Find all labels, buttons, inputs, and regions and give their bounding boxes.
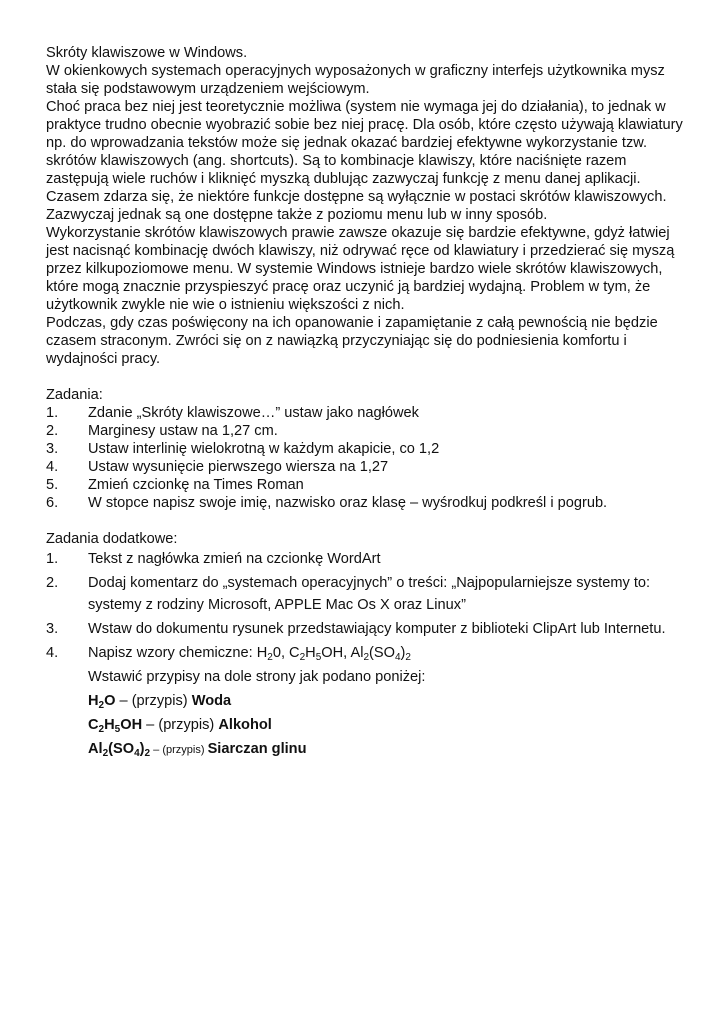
list-number: 4.	[46, 459, 59, 475]
list-item	[46, 476, 685, 494]
list-text: Wstaw do dokumentu rysunek przedstawiający komputer z biblioteki ClipArt lub Internetu.	[88, 621, 666, 637]
list-item	[46, 642, 685, 664]
list-number: 1.	[46, 551, 59, 567]
list-item	[46, 618, 685, 640]
list-text: Tekst z nagłówka zmień na czcionkę WordArt	[88, 551, 381, 567]
list-text: W stopce napisz swoje imię, nazwisko oraz klasę – wyśrodkuj podkreśl i pogrub.	[88, 495, 608, 511]
tasks-heading: Zadania:	[46, 387, 103, 403]
spacer	[46, 512, 685, 530]
list-number: 1.	[46, 405, 59, 421]
paragraph-keyboard: Choć praca bez niej jest teoretycznie możliwa (system nie wymaga jej do działania), to jednak w praktyce trudno obecnie wyobrazić sobie bez niej pracę. Dla osób, które często używają klawiatury np. do wprowadzania tekstów może się jednak okazać bardziej efektywne wykorzystanie tzw. skrótów klawiszowych (ang. shortcuts). Są to kombinacje klawiszy, które naciśnięte razem zastępują wiele ruchów i kliknięć myszką dublując zazwyczaj funkcję z menu danej aplikacji. Czasem zdarza się, że niektóre funkcje dostępne są wyłącznie w postaci skrótów klawiszowych. Zazwyczaj jednak są one dostępne także z poziomu menu lub w inny sposób.	[46, 99, 683, 223]
paragraph-intro: W okienkowych systemach operacyjnych wyposażonych w graficzny interfejs użytkownika mysz stała się podstawowym urządzeniem wejściowym.	[46, 63, 665, 97]
list-text: Zmień czcionkę na Times Roman	[88, 477, 304, 493]
list-number: 3.	[46, 621, 59, 637]
footnote-intro: Wstawić przypisy na dole strony jak podano poniżej:	[88, 669, 426, 685]
document-title: Skróty klawiszowe w Windows.	[46, 45, 248, 61]
chemical-formulas-text: Napisz wzory chemiczne: $H_20$, $C_2H_5OH$, $Al_2(SO_4)_2$	[88, 645, 411, 663]
list-number: 4.	[46, 645, 59, 661]
footnote-example-aluminium-sulfate: $Al_2(SO_4)_2$ – (przypis) Siarczan glinu	[88, 741, 307, 759]
list-item	[46, 572, 685, 616]
list-item	[46, 422, 685, 440]
list-number: 5.	[46, 477, 59, 493]
extra-tasks-heading: Zadania dodatkowe:	[46, 531, 178, 547]
paragraph-shortcuts: Wykorzystanie skrótów klawiszowych prawie zawsze okazuje się bardzie efektywne, gdyż łatwiej jest nacisnąć kombinację dwóch klawiszy, niż odrywać ręce od klawiatury i przedzierać się myszą przez kilkupoziomowe menu. W systemie Windows istnieje bardzo wiele skrótów klawiszowych, które mogą znacznie przyspieszyć pracę oraz uczynić ją bardziej wydajną. Problem w tym, że użytkownik zwykle nie wie o istnieniu większości z nich.	[46, 225, 675, 313]
extra-tasks-list	[46, 548, 685, 664]
tasks-list	[46, 404, 685, 512]
list-text: Ustaw wysunięcie pierwszego wiersza na 1,27	[88, 459, 389, 475]
list-text: Zdanie „Skróty klawiszowe…” ustaw jako nagłówek	[88, 405, 419, 421]
list-number: 2.	[46, 575, 59, 591]
list-text: Marginesy ustaw na 1,27 cm.	[88, 423, 278, 439]
list-item	[46, 548, 685, 570]
list-item	[46, 404, 685, 422]
spacer	[46, 368, 685, 386]
list-item	[46, 494, 685, 512]
list-text: Ustaw interlinię wielokrotną w każdym akapicie, co 1,2	[88, 441, 440, 457]
list-number: 6.	[46, 495, 59, 511]
paragraph-conclusion: Podczas, gdy czas poświęcony na ich opanowanie i zapamiętanie z całą pewnością nie będzie czasem straconym. Zwróci się on z nawiązką przyczyniając się do podniesienia komfortu i wydajności pracy.	[46, 315, 658, 367]
footnote-example-alcohol: $C_2H_5OH$ – (przypis) Alkohol	[88, 717, 272, 735]
list-number: 2.	[46, 423, 59, 439]
list-item	[46, 458, 685, 476]
list-number: 3.	[46, 441, 59, 457]
list-item	[46, 440, 685, 458]
footnote-example-water: $H_2O$ – (przypis) Woda	[88, 693, 232, 711]
list-text: Dodaj komentarz do „systemach operacyjnych” o treści: „Najpopularniejsze systemy to: systemy z rodziny Microsoft, APPLE Mac Os X oraz Linux”	[88, 575, 651, 613]
